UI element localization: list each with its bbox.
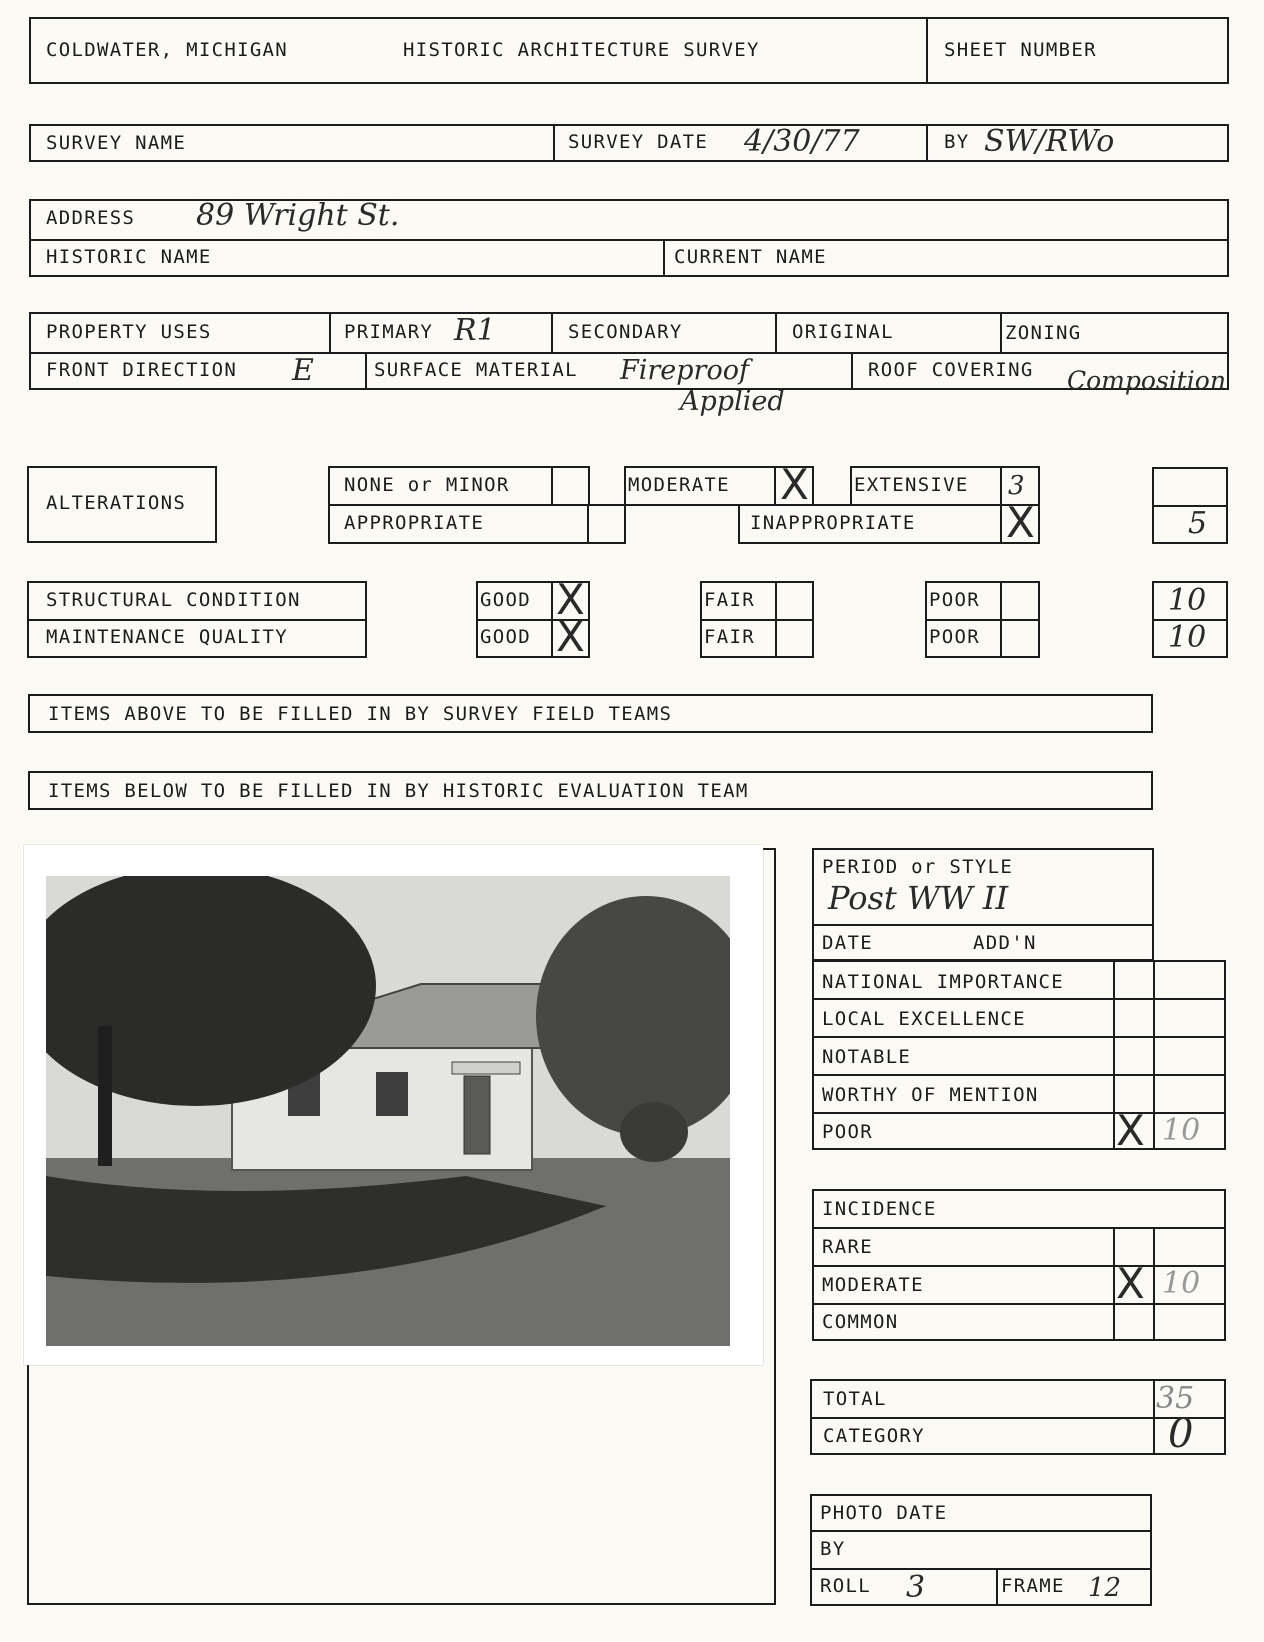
roof-covering-value[interactable]: Composition (1067, 366, 1226, 395)
extensive-label: EXTENSIVE (854, 474, 969, 496)
inappropriate-check[interactable]: X (1006, 498, 1035, 547)
category-value[interactable]: 0 (1168, 1411, 1194, 1457)
survey-date-value[interactable]: 4/30/77 (744, 124, 860, 159)
address-divider-v (663, 239, 665, 277)
photo-info-col (996, 1568, 998, 1606)
incidence-label: INCIDENCE (822, 1198, 937, 1220)
property-divider-2 (551, 312, 553, 352)
period-label: PERIOD or STYLE (822, 856, 1014, 878)
survey-divider-1 (553, 124, 555, 162)
photo-info-row-1 (810, 1530, 1152, 1532)
house-photo-icon (46, 876, 730, 1346)
maintenance-poor-label: POOR (929, 626, 980, 648)
items-below-note: ITEMS BELOW TO BE FILLED IN BY HISTORIC EVALUATION TEAM (48, 780, 749, 802)
house-door (464, 1076, 490, 1154)
national-importance-label: NATIONAL IMPORTANCE (822, 971, 1065, 993)
appropriate-label: APPROPRIATE (344, 512, 485, 534)
importance-row-2 (812, 1036, 1226, 1038)
worthy-of-mention-label: WORTHY OF MENTION (822, 1084, 1039, 1106)
property-divider-6 (851, 352, 853, 390)
items-above-note: ITEMS ABOVE TO BE FILLED IN BY SURVEY FIELD TEAMS (48, 703, 673, 725)
roll-value[interactable]: 3 (906, 1570, 926, 1605)
property-divider-h (29, 352, 1229, 354)
local-excellence-label: LOCAL EXCELLENCE (822, 1008, 1026, 1030)
structural-good-check[interactable]: X (556, 575, 585, 624)
photo-mount (24, 845, 763, 1365)
frame-value[interactable]: 12 (1088, 1573, 1122, 1603)
alterations-label: ALTERATIONS (46, 492, 187, 514)
importance-col-1 (1113, 960, 1115, 1150)
house-awning (452, 1062, 520, 1074)
roof-covering-label: ROOF COVERING (868, 359, 1034, 381)
maintenance-good-check[interactable]: X (556, 612, 585, 661)
survey-by-value[interactable]: SW/RWo (984, 124, 1115, 159)
property-divider-1 (329, 312, 331, 352)
incidence-col-1 (1113, 1227, 1115, 1341)
rare-label: RARE (822, 1236, 873, 1258)
shrub (620, 1102, 688, 1162)
photo-by-label: BY (820, 1538, 846, 1560)
common-label: COMMON (822, 1311, 899, 1333)
date-label: DATE (822, 932, 873, 954)
incidence-moderate-score[interactable]: 10 (1162, 1266, 1201, 1301)
maintenance-quality-label: MAINTENANCE QUALITY (46, 626, 289, 648)
property-divider-3 (775, 312, 777, 352)
front-direction-value[interactable]: E (292, 353, 314, 388)
period-value[interactable]: Post WW II (828, 879, 1009, 917)
moderate-check-divider (774, 466, 776, 506)
photo-info-row-2 (810, 1568, 1152, 1570)
surface-material-value-2[interactable]: Applied (680, 386, 785, 417)
moderate-check[interactable]: X (780, 460, 809, 509)
roll-label: ROLL (820, 1575, 871, 1597)
maintenance-good-label: GOOD (480, 626, 531, 648)
importance-col-2 (1153, 960, 1155, 1150)
property-uses-label: PROPERTY USES (46, 321, 212, 343)
structural-poor-label: POOR (929, 589, 980, 611)
fair-box-divider (700, 619, 814, 621)
extensive-check[interactable]: 3 (1008, 471, 1025, 501)
period-divider (812, 924, 1154, 926)
inappropriate-label: INAPPROPRIATE (750, 512, 916, 534)
poor-check-divider (1000, 581, 1002, 658)
appropriate-check-divider (587, 504, 589, 544)
header-divider (926, 17, 928, 84)
historic-name-label: HISTORIC NAME (46, 246, 212, 268)
incidence-col-2 (1153, 1227, 1155, 1341)
alterations-score[interactable]: 5 (1188, 506, 1208, 541)
address-divider-h (29, 239, 1229, 241)
incidence-row-3 (812, 1303, 1226, 1305)
poor-score[interactable]: 10 (1162, 1113, 1201, 1148)
property-divider-4 (1000, 312, 1002, 352)
category-label: CATEGORY (823, 1425, 925, 1447)
total-divider (810, 1417, 1226, 1419)
address-value[interactable]: 89 Wright St. (196, 198, 400, 233)
address-label: ADDRESS (46, 207, 136, 229)
primary-label: PRIMARY (344, 321, 434, 343)
surface-material-label: SURFACE MATERIAL (374, 359, 578, 381)
total-label: TOTAL (823, 1388, 887, 1410)
fair-check-divider (775, 581, 777, 658)
incidence-moderate-check[interactable]: X (1116, 1259, 1145, 1308)
importance-row-1 (812, 998, 1226, 1000)
addn-label: ADD'N (973, 932, 1037, 954)
structural-score[interactable]: 10 (1168, 583, 1207, 618)
form-title: HISTORIC ARCHITECTURE SURVEY (403, 39, 760, 61)
city-name: COLDWATER, MICHIGAN (46, 39, 289, 61)
survey-divider-2 (926, 124, 928, 162)
inappropriate-check-divider (1000, 504, 1002, 544)
front-direction-label: FRONT DIRECTION (46, 359, 238, 381)
notable-label: NOTABLE (822, 1046, 912, 1068)
total-col (1153, 1379, 1155, 1455)
surface-material-value[interactable]: Fireproof (620, 355, 749, 386)
importance-row-3 (812, 1074, 1226, 1076)
incidence-moderate-label: MODERATE (822, 1274, 924, 1296)
property-divider-5 (365, 352, 367, 390)
structural-fair-label: FAIR (704, 589, 755, 611)
structural-condition-label: STRUCTURAL CONDITION (46, 589, 301, 611)
none-minor-check-divider (551, 466, 553, 506)
total-value[interactable]: 35 (1156, 1381, 1195, 1416)
poor-box-divider (925, 619, 1040, 621)
house-window-2 (376, 1072, 408, 1116)
condition-label-divider (27, 619, 367, 621)
survey-by-label: BY (944, 131, 970, 153)
primary-value[interactable]: R1 (454, 313, 496, 348)
secondary-label: SECONDARY (568, 321, 683, 343)
original-label: ORIGINAL (792, 321, 894, 343)
survey-name-label: SURVEY NAME (46, 132, 187, 154)
poor-label: POOR (822, 1121, 873, 1143)
photo-date-label: PHOTO DATE (820, 1502, 948, 1524)
sheet-number-label: SHEET NUMBER (944, 39, 1097, 61)
maintenance-score[interactable]: 10 (1168, 620, 1207, 655)
moderate-label: MODERATE (628, 474, 730, 496)
good-check-divider (551, 581, 553, 658)
survey-date-label: SURVEY DATE (568, 131, 709, 153)
incidence-row-1 (812, 1227, 1226, 1229)
tree-trunk (98, 1026, 112, 1166)
extensive-check-divider (1000, 466, 1002, 506)
zoning-label: ZONING (1005, 322, 1082, 344)
poor-check[interactable]: X (1116, 1106, 1145, 1155)
frame-label: FRAME (1001, 1575, 1065, 1597)
none-minor-label: NONE or MINOR (344, 474, 510, 496)
maintenance-fair-label: FAIR (704, 626, 755, 648)
current-name-label: CURRENT NAME (674, 246, 827, 268)
structural-good-label: GOOD (480, 589, 531, 611)
